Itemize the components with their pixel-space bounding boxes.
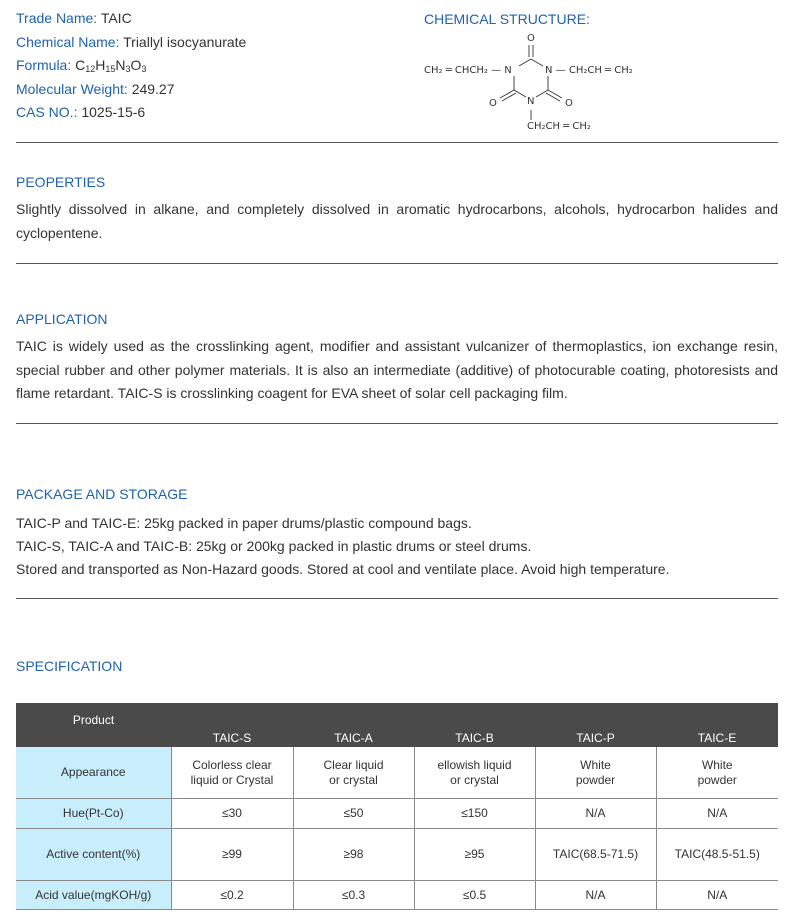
- formula-value: $C_{12}H_{15}N_3O_3$: [75, 57, 147, 74]
- row-label: Appearance: [16, 747, 171, 799]
- trade-name-value: TAIC: [100, 10, 132, 26]
- table-cell: ≥99: [171, 829, 293, 881]
- specification-title: SPECIFICATION: [16, 658, 123, 674]
- table-cell: TAIC(68.5-71.5): [535, 829, 656, 881]
- cas-value: 1025-15-6: [81, 104, 146, 120]
- row-label: Acid value(mgKOH/g): [16, 881, 171, 910]
- header-product: Product: [16, 703, 171, 747]
- divider: [16, 142, 778, 143]
- package-line: TAIC-S, TAIC-A and TAIC-B: 25kg or 200kg packed in plastic drums or steel drums.: [16, 538, 532, 554]
- structure-bottom-chain: CH₂CH ═ CH₂: [527, 121, 591, 132]
- table-cell: N/A: [656, 881, 778, 910]
- table-cell: ≤0.3: [293, 881, 414, 910]
- table-cell: N/A: [535, 799, 656, 829]
- table-cell: N/A: [656, 799, 778, 829]
- table-header-row: [16, 703, 778, 747]
- divider: [16, 598, 778, 599]
- application-title: APPLICATION: [16, 311, 108, 327]
- application-text: TAIC is widely used as the crosslinking agent, modifier and assistant vulcanizer of thermoplastics, ion exchange resin, special rubber and other polymer materials. It is also an intermediate (additive) of photocurable coating, photoresists and flame retardant. TAIC-S is crosslinking coagent for EVA sheet of solar cell packaging film.: [16, 338, 778, 401]
- table-row: [16, 747, 778, 799]
- chemical-name-label: Chemical Name:: [16, 34, 120, 50]
- table-row: [16, 881, 778, 910]
- table-cell: ≤150: [414, 799, 535, 829]
- structure-title: CHEMICAL STRUCTURE:: [424, 11, 590, 27]
- properties-text: Slightly dissolved in alkane, and completely dissolved in aromatic hydrocarbons, alcohols, hydrocarbon halides and cyclopentene.: [16, 201, 778, 241]
- package-line: TAIC-P and TAIC-E: 25kg packed in paper drums/plastic compound bags.: [16, 515, 472, 531]
- table-row: [16, 829, 778, 881]
- structure-right-chain: N — CH₂CH ═ CH₂: [545, 65, 633, 76]
- molecular-weight-label: Molecular Weight:: [16, 81, 128, 97]
- header-taic-a: TAIC-A: [293, 703, 414, 747]
- row-label: Hue(Pt-Co): [16, 799, 171, 829]
- properties-title: PEOPERTIES: [16, 174, 106, 190]
- table-cell: TAIC(48.5-51.5): [656, 829, 778, 881]
- table-cell: ≥95: [414, 829, 535, 881]
- specification-table: [16, 703, 778, 910]
- structure-bottom-nitrogen: N: [527, 96, 535, 107]
- molecular-weight-value: 249.27: [131, 81, 175, 97]
- structure-left-chain: CH₂ ═ CHCH₂ — N: [424, 65, 512, 76]
- structure-right-oxygen: O: [565, 98, 573, 109]
- header-taic-b: TAIC-B: [414, 703, 535, 747]
- package-title: PACKAGE AND STORAGE: [16, 486, 188, 502]
- header-taic-s: TAIC-S: [171, 703, 293, 747]
- package-line: Stored and transported as Non-Hazard goods. Stored at cool and ventilate place. Avoid high temperature.: [16, 561, 670, 577]
- formula-label: Formula:: [16, 57, 72, 73]
- molecular-weight-line: [16, 80, 175, 98]
- chemical-name-value: Triallyl isocyanurate: [123, 34, 247, 50]
- table-cell: White powder: [656, 747, 778, 799]
- table-cell: ellowish liquid or crystal: [414, 747, 535, 799]
- structure-left-oxygen: O: [489, 98, 497, 109]
- table-cell: ≤30: [171, 799, 293, 829]
- table-cell: ≤50: [293, 799, 414, 829]
- table-cell: ≤0.5: [414, 881, 535, 910]
- structure-top-oxygen: O: [527, 33, 535, 44]
- chemical-name-line: [16, 33, 246, 51]
- structure-bonds: [424, 30, 644, 130]
- table-row: [16, 799, 778, 829]
- divider: [16, 263, 778, 264]
- formula-line: [16, 56, 146, 74]
- trade-name-label: Trade Name:: [16, 10, 98, 26]
- cas-line: [16, 103, 145, 121]
- trade-name-line: [16, 9, 132, 27]
- table-cell: White powder: [535, 747, 656, 799]
- header-taic-e: TAIC-E: [656, 703, 778, 747]
- header-taic-p: TAIC-P: [535, 703, 656, 747]
- cas-label: CAS NO.:: [16, 104, 78, 120]
- table-cell: N/A: [535, 881, 656, 910]
- divider: [16, 423, 778, 424]
- row-label: Active content(%): [16, 829, 171, 881]
- table-cell: Colorless clear liquid or Crystal: [171, 747, 293, 799]
- table-cell: Clear liquid or crystal: [293, 747, 414, 799]
- table-cell: ≥98: [293, 829, 414, 881]
- table-cell: ≤0.2: [171, 881, 293, 910]
